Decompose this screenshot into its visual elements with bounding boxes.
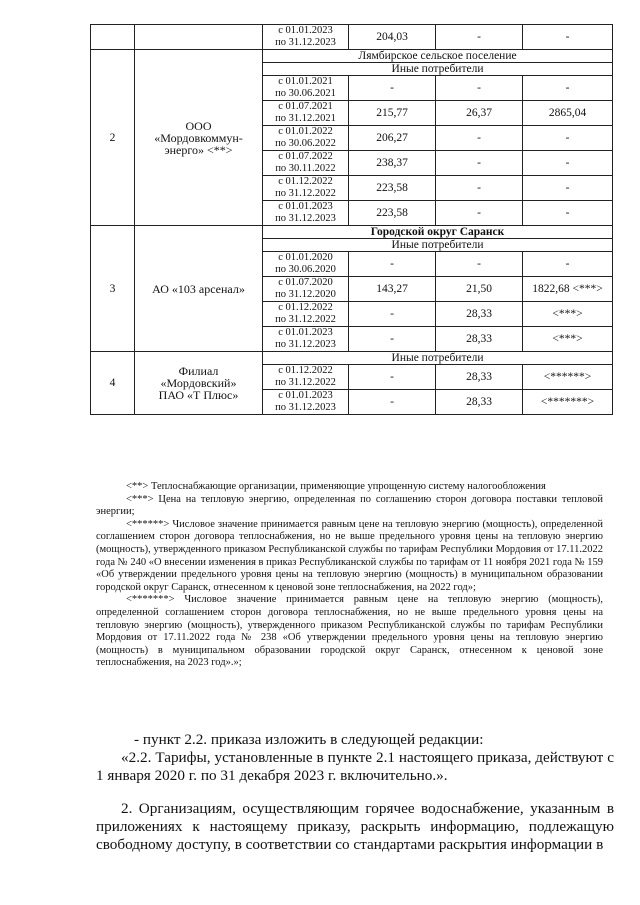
period-to: по 31.12.2022 [275, 188, 336, 199]
settlement-header: Лямбирское сельское поселение [263, 50, 613, 63]
value-heat: 215,77 [349, 101, 436, 126]
organization-name-line: ПАО «Т Плюс» [158, 388, 239, 402]
period-to: по 31.12.2020 [275, 289, 336, 300]
period-from: с 01.07.2022 [278, 151, 333, 162]
value-carrier: 28,33 [436, 365, 523, 390]
period-from: с 01.12.2022 [278, 365, 333, 376]
value-carrier: - [436, 151, 523, 176]
value-carrier: 28,33 [436, 327, 523, 352]
value-power: - [523, 126, 613, 151]
value-heat: 143,27 [349, 277, 436, 302]
value-heat: 206,27 [349, 126, 436, 151]
period-to: по 31.12.2022 [275, 314, 336, 325]
amendment-point-2-2: - пункт 2.2. приказа изложить в следующей редакции: [134, 731, 484, 748]
period-from: с 01.12.2022 [278, 176, 333, 187]
organization-name-line: «Мордовкоммун- [154, 130, 243, 145]
tariff-table-body [91, 25, 613, 415]
value-heat: - [349, 390, 436, 415]
settlement-header: Городской округ Саранск [263, 226, 613, 239]
section-2 [96, 800, 614, 854]
period-to: по 31.12.2023 [275, 213, 336, 224]
period-from: с 01.01.2023 [278, 201, 333, 212]
period-cell [263, 390, 349, 415]
row-number: 4 [91, 352, 135, 415]
period-cell [263, 302, 349, 327]
period-to: по 30.06.2020 [275, 264, 336, 275]
period-from: с 01.01.2020 [278, 252, 333, 263]
table-row [91, 50, 613, 63]
value-carrier: - [436, 201, 523, 226]
period-cell [263, 101, 349, 126]
period-cell [263, 201, 349, 226]
tariff-table [90, 24, 613, 415]
period-from: с 01.01.2023 [278, 390, 333, 401]
period-to: по 31.12.2023 [275, 339, 336, 350]
footnote-agreed-price: <***> Цена на тепловую энергию, определенная по соглашению сторон договора поставки тепловой энергии; [96, 493, 603, 518]
value-heat: 223,58 [349, 176, 436, 201]
value-heat: - [349, 252, 436, 277]
org-cell [135, 25, 263, 50]
value-heat: 223,58 [349, 201, 436, 226]
footnote-limit-2023: <*******> Числовое значение принимается равным цене на тепловую энергию (мощность), определенной соглашением сторон договора теплоснабжения, но не выше предельного уровня цены на тепловую энергию (мощность), утвержденного приказом Республиканской службы по тарифам Республики Мордовия от 17.11.2022 года № 238 «Об утверждении предельного уровня цены на тепловую энергию (мощность) в муниципальном образовании городской округ Саранск, отнесенном к ценовой зоне теплоснабжения, на 2023 год».»; [96, 594, 603, 669]
row-number: 2 [91, 50, 135, 226]
value-heat: - [349, 327, 436, 352]
period-to: по 31.12.2023 [275, 37, 336, 48]
value-power: - [523, 76, 613, 101]
value-carrier: - [436, 76, 523, 101]
footnote-simplified-tax: <**> Теплоснабжающие организации, применяющие упрощенную систему налогообложения [126, 481, 546, 492]
period-cell [263, 327, 349, 352]
organization-name-line: «Мордовский» [160, 376, 237, 390]
value-power: 2865,04 [523, 101, 613, 126]
consumer-category: Иные потребители [263, 239, 613, 252]
period-to: по 31.12.2022 [275, 377, 336, 388]
consumer-category: Иные потребители [263, 352, 613, 365]
table-row [91, 352, 613, 365]
value-power: <******> [523, 365, 613, 390]
amendment-text [96, 731, 614, 785]
value-power: <***> [523, 302, 613, 327]
value-carrier: 26,37 [436, 101, 523, 126]
value-power: - [523, 201, 613, 226]
period-from: с 01.01.2023 [278, 327, 333, 338]
table-row [91, 226, 613, 239]
period-cell [263, 176, 349, 201]
value-power: - [523, 151, 613, 176]
period-to: по 31.12.2021 [275, 113, 336, 124]
organization-name-line: АО «103 арсенал» [152, 281, 245, 296]
period-cell [263, 252, 349, 277]
table-row [91, 25, 613, 50]
period-cell [263, 151, 349, 176]
value-power: <*******> [523, 390, 613, 415]
value-power: <***> [523, 327, 613, 352]
period-to: по 30.06.2021 [275, 88, 336, 99]
period-cell [263, 76, 349, 101]
period-cell [263, 25, 349, 50]
organization-name-line: энерго» <**> [164, 142, 233, 157]
organization-name [135, 352, 263, 415]
value-carrier: 28,33 [436, 390, 523, 415]
period-cell [263, 277, 349, 302]
period-to: по 30.11.2022 [275, 163, 336, 174]
value-power: 1822,68 <***> [523, 277, 613, 302]
value-heat: - [349, 365, 436, 390]
period-from: с 01.01.2022 [278, 126, 333, 137]
value-carrier: - [436, 252, 523, 277]
period-cell [263, 126, 349, 151]
period-from: с 01.07.2021 [278, 101, 333, 112]
section-2-paragraph: 2. Организациям, осуществляющим горячее водоснабжение, указанным в приложениях к настоящему приказу, раскрыть информацию, подлежащую свободному доступу, в соответствии со стандартами раскрытия информации в [96, 800, 614, 853]
organization-name [135, 226, 263, 352]
value-carrier: 21,50 [436, 277, 523, 302]
value-carrier: 28,33 [436, 302, 523, 327]
amendment-quote: «2.2. Тарифы, установленные в пункте 2.1 настоящего приказа, действуют с 1 января 2020 г. по 31 декабря 2023 г. включительно.». [96, 749, 614, 784]
period-to: по 30.06.2022 [275, 138, 336, 149]
value-heat: 204,03 [349, 25, 436, 50]
period-to: по 31.12.2023 [275, 402, 336, 413]
value-heat: 238,37 [349, 151, 436, 176]
value-power: - [523, 25, 613, 50]
consumer-category: Иные потребители [263, 63, 613, 76]
value-carrier: - [436, 126, 523, 151]
value-heat: - [349, 76, 436, 101]
organization-name-line: ООО [185, 118, 212, 133]
organization-name [135, 50, 263, 226]
footnote-limit-2022: <******> Числовое значение принимается равным цене на тепловую энергию (мощность), определенной соглашением сторон договора теплоснабжения, но не выше предельного уровня цены на тепловую энергию (мощность), утвержденного приказом Республиканской службы по тарифам Республики Мордовия от 17.11.2022 года № 240 «О внесении изменения в приказ Республиканской службы по тарифам от 11 ноября 2021 года № 159 «Об утверждении предельного уровня цены на тепловую энергию (мощность) в муниципальном образовании городской округ Саранск, отнесенном к ценовой зоне теплоснабжения, на 2022 год»; [96, 518, 603, 593]
value-carrier: - [436, 25, 523, 50]
footnotes [96, 481, 603, 670]
value-power: - [523, 176, 613, 201]
period-cell [263, 365, 349, 390]
period-from: с 01.07.2020 [278, 277, 333, 288]
value-power: - [523, 252, 613, 277]
organization-name-line: Филиал [178, 364, 219, 378]
num-cell [91, 25, 135, 50]
value-heat: - [349, 302, 436, 327]
value-carrier: - [436, 176, 523, 201]
row-number: 3 [91, 226, 135, 352]
period-from: с 01.01.2023 [278, 25, 333, 36]
period-from: с 01.01.2021 [278, 76, 333, 87]
period-from: с 01.12.2022 [278, 302, 333, 313]
